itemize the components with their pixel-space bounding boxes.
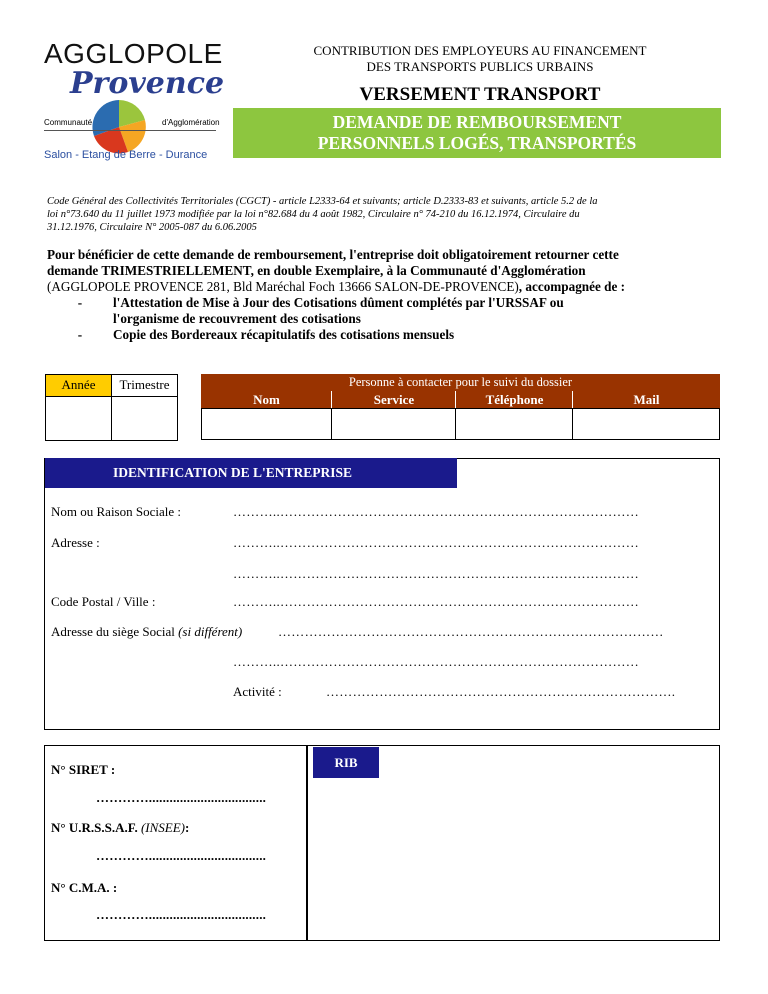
contact-col-nom: Nom [201,391,332,408]
instruction-address: (AGGLOPOLE PROVENCE 281, Bld Maréchal Foch 13666 SALON-DE-PROVENCE) [47,279,519,294]
trimestre-field[interactable] [111,396,178,441]
urssaf-note: (INSEE) [140,820,186,835]
cma-field[interactable]: ………….................................. [96,907,267,922]
header-line-1: CONTRIBUTION DES EMPLOYEURS AU FINANCEMENT [313,43,647,58]
contact-nom-field[interactable] [201,408,332,440]
siege-social-note: (si différent) [178,624,243,639]
siege-social-label: Adresse du siège Social (si différent) [51,624,243,639]
logo-title: AGGLOPOLE [44,38,223,69]
siege-social-field[interactable]: …………………………………………………………………………… [278,624,664,639]
request-title-line-2: PERSONNELS LOGÉS, TRANSPORTÉS [317,133,637,153]
annee-field[interactable] [45,396,112,441]
rib-label: RIB [313,747,379,778]
bullet-dash: - [77,295,83,310]
header-line-2: DES TRANSPORTS PUBLICS URBAINS [366,59,594,74]
legal-line-2: loi n°73.640 du 11 juillet 1973 modifiée par la loi n°82.684 du 4 août 1982, Circulaire n° 74-210 du 16.12.1974, Circulaire du [47,209,580,220]
request-title-box [233,108,721,158]
raison-sociale-label: Nom ou Raison Sociale : [51,504,181,519]
logo-divider [44,130,216,131]
instruction-line-2: demande TRIMESTRIELLEMENT, en double Exemplaire, à la Communauté d'Agglomération [47,263,586,278]
annee-header: Année [45,374,112,397]
logo-left-word: Communauté [44,118,93,127]
legal-line-3: 31.12.1976, Circulaire N° 2005-087 du 6.06.2005 [47,222,257,233]
contact-table-title: Personne à contacter pour le suivi du dossier [201,374,720,391]
activite-field[interactable]: ……………………………………………………………………. [326,684,676,699]
trimestre-header: Trimestre [111,374,178,397]
contact-service-field[interactable] [331,408,456,440]
code-postal-ville-label: Code Postal / Ville : [51,594,156,609]
contact-col-service: Service [331,391,456,408]
versement-title: VERSEMENT TRANSPORT [359,84,601,105]
urssaf-field[interactable]: ………….................................. [96,848,267,863]
logo-right-word: d'Agglomération [162,118,220,127]
logo-script: Provence [70,66,225,101]
instructions [47,247,737,343]
adresse-label: Adresse : [51,535,100,550]
adresse-field-2[interactable]: ………..……………………………………………………………………… [233,566,640,581]
contact-col-mail: Mail [572,391,720,408]
identification-title: IDENTIFICATION DE L'ENTREPRISE [113,465,353,480]
required-doc-1-cont: l'organisme de recouvrement des cotisations [113,311,361,326]
cma-label: N° C.M.A. : [51,880,118,895]
legal-references [47,195,727,234]
code-postal-ville-field[interactable]: ………..……………………………………………………………………… [233,594,640,609]
instruction-accompanied: , accompagnée de : [518,279,626,294]
required-doc-1: l'Attestation de Mise à Jour des Cotisations dûment complétés par l'URSSAF ou [113,295,564,310]
siret-field[interactable]: ………….................................. [96,790,267,805]
instruction-line-1: Pour bénéficier de cette demande de remboursement, l'entreprise doit obligatoirement retourner cette [47,247,619,262]
activite-label: Activité : [233,684,282,699]
contact-col-telephone: Téléphone [455,391,573,408]
identification-banner [45,458,457,488]
contact-telephone-field[interactable] [455,408,573,440]
adresse-field-1[interactable]: ………..……………………………………………………………………… [233,535,640,550]
required-doc-2: Copie des Bordereaux récapitulatifs des cotisations mensuels [113,327,455,342]
siret-label: N° SIRET : [51,762,116,777]
siege-social-field-2[interactable]: ………..……………………………………………………………………… [233,654,640,669]
urssaf-label: N° U.R.S.S.A.F. (INSEE): [51,820,190,835]
legal-line-1: Code Général des Collectivités Territoriales (CGCT) - article L2333-64 et suivants; article D.2333-83 et suivants, article 5.2 de la [47,196,598,207]
bullet-dash: - [77,327,83,342]
logo-subtitle: Salon - Etang de Berre - Durance [44,149,208,161]
raison-sociale-field[interactable]: ………..……………………………………………………………………… [233,504,640,519]
contact-mail-field[interactable] [572,408,720,440]
request-title-line-1: DEMANDE DE REMBOURSEMENT [332,112,622,132]
